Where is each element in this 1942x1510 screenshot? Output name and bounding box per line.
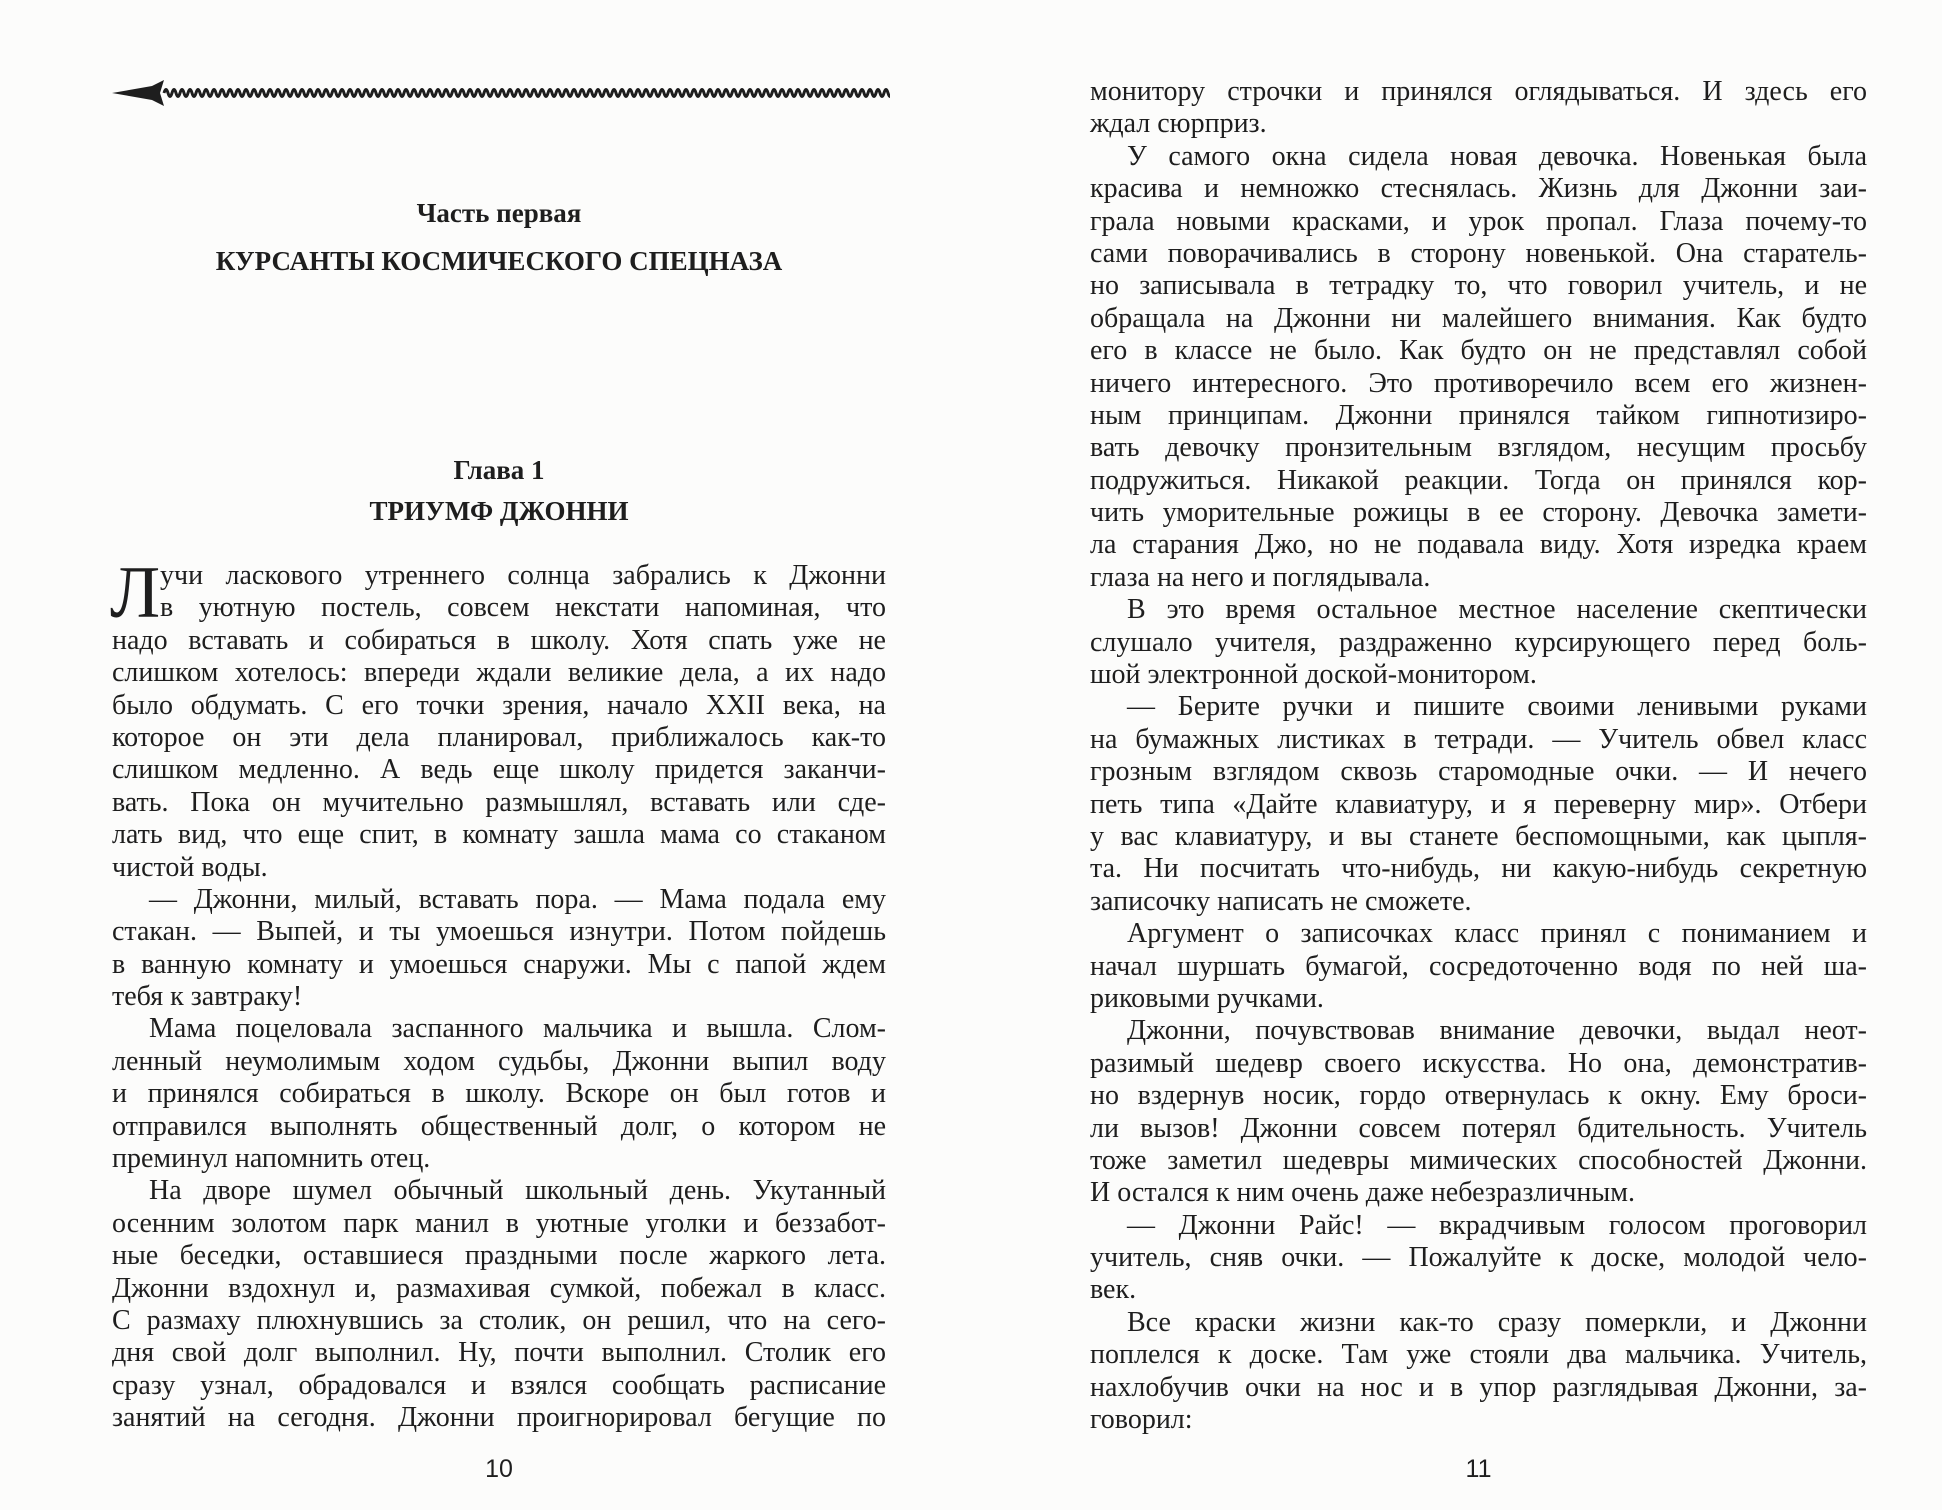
text-line: грозным взглядом сквозь старомодные очки. — И нечего — [1090, 756, 1867, 788]
text-line: чить уморительные рожицы в ее сторону. Девочка замети- — [1090, 497, 1867, 529]
text-line: С размаху плюхнувшись за столик, он решил, что на сего- — [112, 1304, 886, 1336]
text-line: которое он эти дела планировал, приближалось как-то — [112, 721, 886, 753]
text-line: ленный неумолимым ходом судьбы, Джонни выпил воду — [112, 1045, 886, 1077]
text-line: та. Ни посчитать что-нибудь, ни какую-нибудь секретную — [1090, 853, 1867, 885]
right-page — [1090, 0, 1867, 1510]
text-line: занятий на сегодня. Джонни проигнорировал бегущие по — [112, 1402, 886, 1434]
text-line: лать вид, что еще спит, в комнату зашла мама со стаканом — [112, 819, 886, 851]
right-body-text — [1090, 76, 1867, 1436]
text-line: красива и немножко стеснялась. Жизнь для Джонни заи- — [1090, 173, 1867, 205]
text-line: У самого окна сидела новая девочка. Новенькая была — [1127, 140, 1867, 172]
text-line: преминул напомнить отец. — [112, 1143, 431, 1175]
text-line: у вас клавиатуру, и вы станете беспомощными, как цыпля- — [1090, 820, 1867, 852]
text-line: вать. Пока он мучительно размышлял, вставать или сде- — [112, 786, 886, 818]
text-line: Джонни, почувствовав внимание девочки, выдал неот- — [1127, 1015, 1867, 1047]
text-line: — Берите ручки и пишите своими ленивыми руками — [1127, 691, 1867, 723]
text-line: но вздернув носик, гордо отвернулась к окну. Ему броси- — [1090, 1080, 1867, 1112]
text-line: учи ласкового утреннего солнца забрались к Джонни — [160, 560, 886, 591]
text-line: отправился выполнять общественный долг, о котором не — [112, 1110, 886, 1142]
text-line: Джонни вздохнул и, размахивая сумкой, побежал в класс. — [112, 1272, 886, 1304]
text-line: грала новыми красками, и урок пропал. Глаза почему-то — [1090, 205, 1867, 237]
text-line: ные беседки, оставшиеся праздными после жаркого лета. — [112, 1240, 886, 1272]
text-line: подружиться. Никакой реакции. Тогда он принялся кор- — [1090, 464, 1867, 496]
left-page — [112, 0, 886, 1510]
text-line: На дворе шумел обычный школьный день. Укутанный — [149, 1175, 886, 1207]
text-line: и принялся собираться в школу. Вскоре он был готов и — [112, 1078, 886, 1110]
text-line: Все краски жизни как-то сразу померкли, и Джонни — [1127, 1306, 1867, 1338]
paragraph — [1090, 76, 1867, 141]
text-line: учитель, сняв очки. — Пожалуйте к доске, молодой чело- — [1090, 1242, 1867, 1274]
text-line: слишком медленно. А ведь еще школу придется заканчи- — [112, 754, 886, 786]
text-line: сами поворачивались в сторону новенькой. Она старатель- — [1090, 237, 1867, 269]
chapter-label: Глава 1 — [453, 455, 545, 485]
text-line: поплелся к доске. Там уже стояли два мальчика. Учитель, — [1090, 1339, 1867, 1371]
text-line: говорил: — [1090, 1404, 1193, 1436]
text-line: было обдумать. С его точки зрения, начало XXII века, на — [112, 689, 886, 721]
paragraph — [1090, 594, 1867, 691]
text-line: осенним золотом парк манил в уютные уголки и беззабот- — [112, 1207, 886, 1239]
paragraph — [110, 552, 886, 884]
text-line: — Джонни Райс! — вкрадчивым голосом проговорил — [1127, 1209, 1867, 1241]
text-line: ничего интересного. Это противоречило всем его жизнен- — [1090, 367, 1867, 399]
part-label: Часть первая — [416, 198, 582, 228]
text-line: нахлобучив очки на нос и в упор разглядывая Джонни, за- — [1090, 1371, 1867, 1403]
text-line: век. — [1090, 1274, 1137, 1306]
text-line: глаза на него и поглядывала. — [1090, 561, 1431, 593]
text-line: слушало учителя, раздраженно курсирующего перед боль- — [1090, 626, 1867, 658]
paragraph — [1090, 141, 1867, 594]
paragraph — [1090, 1307, 1867, 1437]
text-line: разимый шедевр своего искусства. Но она, демонстратив- — [1090, 1047, 1867, 1079]
text-line: обращала на Джонни ни малейшего внимания. Как будто — [1090, 302, 1867, 334]
text-line: петь типа «Дайте клавиатуру, и я переверну мир». Отбери — [1090, 788, 1867, 820]
text-line: сразу узнал, обрадовался и взялся сообщать расписание — [112, 1369, 886, 1401]
text-line: тоже заметил шедевры мимических способностей Джонни. — [1090, 1144, 1867, 1176]
paragraph — [1090, 1210, 1867, 1307]
text-line: на бумажных листиках в тетради. — Учитель обвел класс — [1090, 723, 1867, 755]
text-line: ждал сюрприз. — [1090, 108, 1267, 140]
text-line: его в классе не было. Как будто он не представлял собой — [1090, 335, 1867, 367]
text-line: В это время остальное местное население скептически — [1127, 594, 1867, 626]
text-line: записочку написать не сможете. — [1090, 885, 1472, 917]
text-line: ным принципам. Джонни принялся тайком гипнотизиро- — [1090, 399, 1867, 431]
text-line: чистой воды. — [112, 851, 268, 883]
text-line: стакан. — Выпей, и ты умоешься изнутри. Потом пойдешь — [112, 916, 886, 948]
text-line: слишком хотелось: впереди ждали великие дела, а их надо — [112, 657, 886, 689]
text-line: Аргумент о записочках класс принял с пониманием и — [1127, 918, 1867, 950]
text-line: начал шуршать бумагой, сосредоточенно водя по ней ша- — [1090, 950, 1867, 982]
page-number: 11 — [1465, 1455, 1492, 1483]
page-number: 10 — [485, 1455, 513, 1483]
paragraph — [112, 1013, 886, 1175]
drop-cap: Л — [110, 552, 161, 634]
part-title: КУРСАНТЫ КОСМИЧЕСКОГО СПЕЦНАЗА — [215, 246, 783, 276]
paragraph — [112, 884, 886, 1014]
paragraph — [1090, 1015, 1867, 1209]
text-line: И остался к ним очень даже небезразличным. — [1090, 1177, 1635, 1209]
text-line: ли вызов! Джонни совсем потерял бдительность. Учитель — [1090, 1112, 1867, 1144]
text-line: но записывала в тетрадку то, что говорил учитель, и не — [1090, 270, 1867, 302]
text-line: — Джонни, милый, вставать пора. — Мама подала ему — [149, 883, 886, 915]
text-line: шой электронной доской-монитором. — [1090, 659, 1537, 691]
text-line: тебя к завтраку! — [112, 981, 303, 1013]
paragraph — [112, 1175, 886, 1434]
text-line: риковыми ручками. — [1090, 982, 1324, 1014]
text-line: в ванную комнату и умоешься снаружи. Мы с папой ждем — [112, 948, 886, 980]
text-line: вать девочку пронзительным взглядом, несущим просьбу — [1090, 432, 1867, 464]
left-body-text — [110, 552, 886, 1435]
text-line: в уютную постель, совсем некстати напоминая, что — [160, 592, 886, 624]
text-line: ла старания Джо, но не подавала виду. Хотя изредка краем — [1090, 529, 1867, 561]
chapter-ornament-icon — [112, 80, 890, 106]
text-line: дня свой долг выполнил. Ну, почти выполнил. Столик его — [112, 1337, 886, 1369]
text-line: монитору строчки и принялся оглядываться. И здесь его — [1090, 76, 1867, 107]
paragraph — [1090, 918, 1867, 1015]
text-line: Мама поцеловала заспанного мальчика и вышла. Слом- — [149, 1013, 886, 1045]
text-line: надо вставать и собираться в школу. Хотя спать уже не — [112, 624, 886, 656]
chapter-title: ТРИУМФ ДЖОННИ — [369, 496, 629, 526]
paragraph — [1090, 691, 1867, 918]
